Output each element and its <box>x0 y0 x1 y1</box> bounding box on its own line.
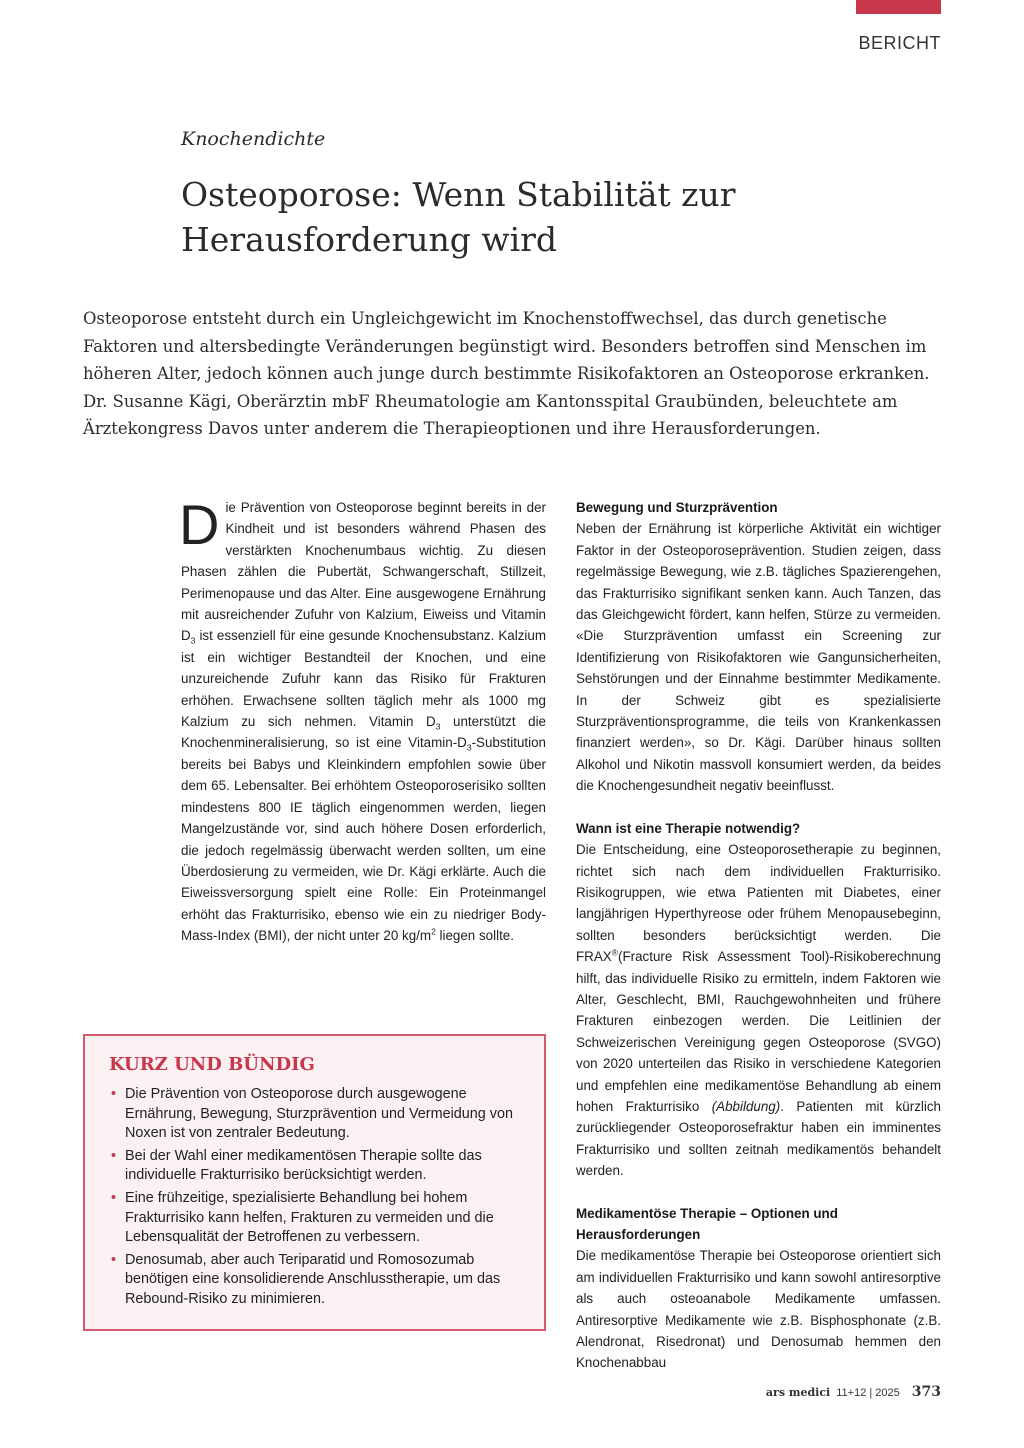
movement-paragraph: Neben der Ernährung ist körperliche Aktivität ein wichtiger Faktor in der Osteoporoseprävention. Studien zeigen, dass regelmässige Bewegung, wie z.B. tägliches Spazierengehen, das Frakturrisiko signifikant senken kann. Auch Tanzen, das das Gleichgewicht fördert, kann helfen, Stürze zu vermeiden. «Die Sturzprävention umfasst ein Screening zur Identifizierung von Risikofaktoren wie Gangunsicherheiten, Sehstörungen und der Einnahme bestimmter Medikamente. In der Schweiz gibt es spezialisierte Sturzpräventionsprogramme, die teils von Krankenkassen finanziert werden», so Dr. Kägi. Darüber hinaus sollten Alkohol und Nikotin massvoll konsumiert werden, da beides die Knochengesundheit negativ beeinflusst. <box>576 521 941 794</box>
figure-reference: (Abbildung) <box>711 1098 781 1114</box>
summary-list <box>109 1085 520 1310</box>
intro-paragraph <box>179 493 546 947</box>
bullet-icon: • <box>111 1251 117 1268</box>
journal-name: ars medici <box>765 1386 831 1399</box>
article-title: Osteoporose: Wenn Stabilität zur Herausforderung wird <box>181 175 736 259</box>
therapy-need-paragraph <box>576 839 941 1182</box>
issue-info: 11+12 | 2025 <box>836 1387 900 1399</box>
subscript: 3 <box>190 636 196 647</box>
subheading-therapy-need: Wann ist eine Therapie notwendig? <box>576 820 801 836</box>
subheading-medication: Medikamentöse Therapie – Optionen und Herausforderungen <box>576 1205 838 1242</box>
article-kicker: Knochendichte <box>181 128 326 150</box>
text-run: Die Entscheidung, eine Osteoporosetherapie zu beginnen, richtet sich nach dem individuellen Frakturrisiko. Risikogruppen, wie etwa Patienten mit Diabetes, einer langjährigen Hyperthyreose oder frühem Menopausebeginn, sollten besonders berücksichtigt werden. Die FRAX <box>576 842 941 965</box>
summary-item <box>109 1085 520 1144</box>
spacer <box>576 1182 941 1203</box>
bullet-icon: • <box>111 1189 117 1206</box>
summary-box <box>83 1034 546 1331</box>
superscript: ® <box>611 947 618 958</box>
bullet-icon: • <box>111 1147 117 1164</box>
left-column <box>179 493 546 947</box>
summary-item-text: Eine frühzeitige, spezialisierte Behandlung bei hohem Frakturrisiko kann helfen, Frakturen zu vermeiden und die Lebensqualität der Betroffenen zu verbessern. <box>125 1189 494 1246</box>
bullet-icon: • <box>111 1086 117 1102</box>
summary-item-text: Denosumab, aber auch Teriparatid und Romosozumab benötigen eine konsolidierende Anschlusstherapie, um das Rebound-Risiko zu minimieren. <box>125 1251 501 1307</box>
text-run: unterstützt die Knochenmineralisierung, so ist eine Vitamin-D <box>181 714 546 751</box>
summary-box-title: KURZ UND BÜNDIG <box>109 1054 315 1075</box>
subheading-movement: Bewegung und Sturzprävention <box>576 500 778 515</box>
spacer <box>576 797 941 818</box>
summary-item <box>109 1251 520 1310</box>
section-label: BERICHT <box>858 33 941 53</box>
right-column <box>576 497 941 1374</box>
text-run: (Fracture Risk Assessment Tool)-Risikoberechnung hilft, das individuelle Risiko zu ermitteln, indem Faktoren wie Alter, Geschlecht, BMI, Rauchgewohnheiten und frühere Frakturen einbezogen werden. Die Leitlinien der Schweizerischen Vereinigung gegen Osteoporose (SVGO) von 2020 unterteilen das Risiko in verschiedene Kategorien und empfehlen eine medikamentöse Behandlung ab einem hohen Frakturrisiko <box>576 949 941 1114</box>
page-footer <box>766 1384 941 1400</box>
summary-item <box>109 1147 520 1186</box>
page-number: 373 <box>911 1384 941 1400</box>
summary-item <box>109 1189 520 1248</box>
section-accent-bar <box>856 0 941 14</box>
text-run: liegen sollte. <box>435 928 514 944</box>
medication-paragraph: Die medikamentöse Therapie bei Osteoporose orientiert sich am individuellen Frakturrisiko und kann sowohl antiresorptive als auch osteoanabole Medikamente umfassen. Antiresorptive Medikamente wie z.B. Bisphosphonate (z.B. Alendronat, Risedronat) und Denosumab hemmen den Knochenabbau <box>576 1248 941 1371</box>
summary-item-text: Bei der Wahl einer medikamentösen Therapie sollte das individuelle Frakturrisiko berücksichtigt werden. <box>125 1147 482 1184</box>
drop-cap: D <box>179 493 220 556</box>
text-run: . Patienten mit kürzlich zurückliegender Osteoporosefraktur haben ein imminentes Frakturrisiko und sollten zeitnah medikamentös behandelt werden. <box>576 1098 941 1179</box>
subscript: 3 <box>466 743 472 754</box>
text-run: ie Prävention von Osteoporose beginnt bereits in der Kindheit und ist besonders während Phasen des verstärkten Knochenumbaus wichtig. Zu diesen Phasen zählen die Pubertät, Schwangerschaft, Stillzeit, Perimenopause und das Alter. Eine ausgewogene Ernährung mit ausreichender Zufuhr von Kalzium, Eiweiss und Vitamin D <box>181 500 546 644</box>
article-lead: Osteoporose entsteht durch ein Ungleichgewicht im Knochenstoffwechsel, das durch genetische Faktoren und altersbedingte Veränderungen begünstigt wird. Besonders betroffen sind Menschen im höheren Alter, jedoch können auch junge durch bestimmte Risikofaktoren an Osteoporose erkranken. Dr. Susanne Kägi, Oberärztin mbF Rheumatologie am Kantonsspital Graubünden, beleuchtete am Ärztekongress Davos unter anderem die Therapieoptionen und ihre Herausforderungen. <box>83 309 930 438</box>
text-run: -Substitution bereits bei Babys und Kleinkindern empfohlen sowie über dem 65. Lebensalter. Bei erhöhtem Osteoporoserisiko sollten mindestens 800 IE täglich eingenommen werden, liegen Mangelzustände vor, sind auch höhere Dosen erforderlich, die jedoch regelmässig überwacht werden sollten, um eine Überdosierung zu vermeiden, wie Dr. Kägi erklärte. Auch die Eiweissversorgung spielt eine Rolle: Ein Proteinmangel erhöht das Frakturrisiko, ebenso wie ein zu niedriger Body-Mass-Index (BMI), der nicht unter 20 kg/m <box>181 735 546 944</box>
superscript: 2 <box>431 926 436 937</box>
text-run: ist essenziell für eine gesunde Knochensubstanz. Kalzium ist ein wichtiger Bestandteil der Knochen, und eine unzureichende Zufuhr kann das Risiko für Frakturen erhöhen. Erwachsene sollten täglich mehr als 1000 mg Kalzium zu sich nehmen. Vitamin D <box>181 628 546 730</box>
summary-item-text: Die Prävention von Osteoporose durch ausgewogene Ernährung, Bewegung, Sturzprävention und Vermeidung von Noxen ist von zentraler Bedeutung. <box>125 1086 514 1142</box>
subscript: 3 <box>435 721 441 732</box>
